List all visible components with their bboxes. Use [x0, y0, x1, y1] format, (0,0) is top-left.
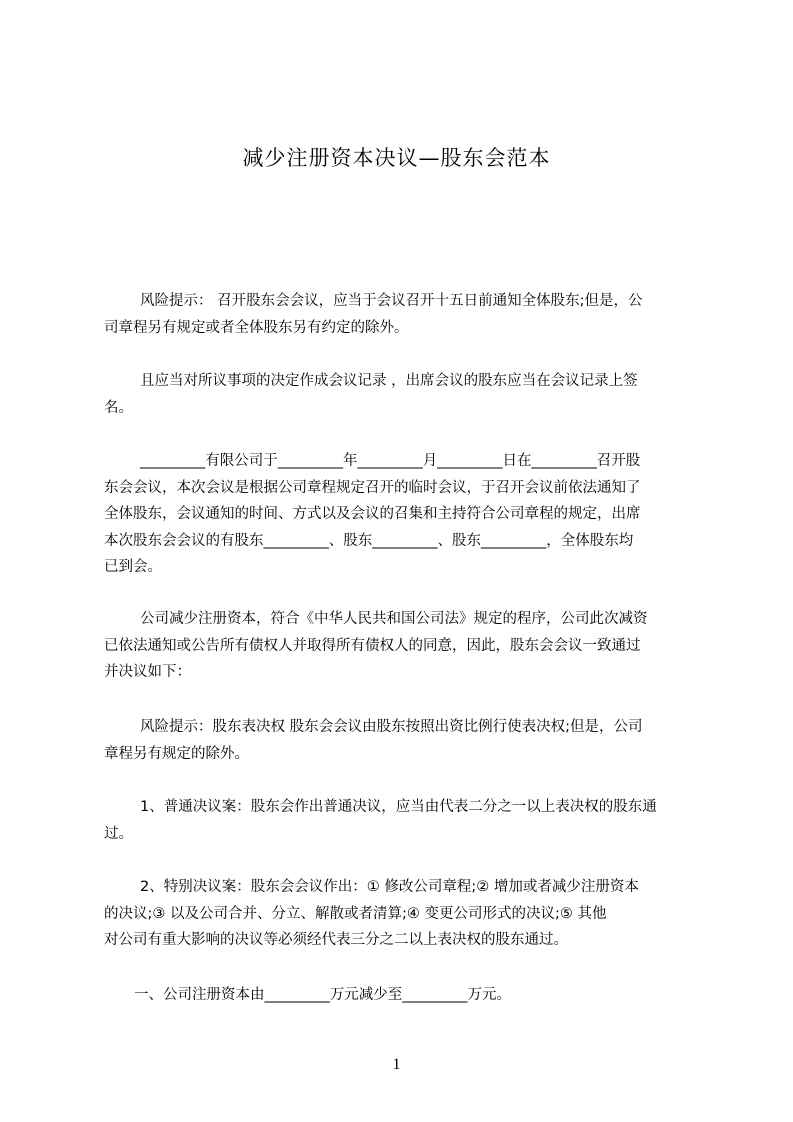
meeting-record-paragraph — [104, 368, 704, 421]
resolution-item-1-paragraph — [104, 982, 704, 1009]
text-line: 一、公司注册资本由_________万元减少至_________万元。 — [134, 987, 511, 1003]
text-line: 已到会。 — [104, 559, 162, 575]
text-line: 名。 — [104, 399, 133, 416]
text-line: 已依法通知或公告所有债权人并取得所有债权人的同意，因此，股东会会议一致通过 — [104, 637, 641, 654]
text-line: 1、普通决议案：股东会作出普通决议，应当由代表二分之一以上表决权的股东通 — [140, 799, 657, 815]
text-line: 全体股东，会议通知的时间、方式以及会议的召集和主持符合公司章程的规定，出席 — [104, 506, 641, 522]
text-line: 2、特别决议案：股东会会议作出：① 修改公司章程;② 增加或者减少注册资本 — [140, 879, 639, 895]
text-line: 并决议如下： — [104, 664, 191, 680]
text-line: _________有限公司于_________年_________月_________日在_________召开股 — [140, 453, 641, 469]
text-line: 公司减少注册资本，符合《中华人民共和国公司法》规定的程序，公司此次减资 — [140, 611, 648, 627]
text-line: 章程另有规定的除外。 — [104, 745, 249, 762]
document-title: 减少注册资本决议—股东会范本 — [242, 146, 551, 170]
ordinary-resolution-paragraph — [104, 794, 704, 847]
capital-reduction-paragraph — [104, 606, 704, 686]
text-line: 东会会议，本次会议是根据公司章程规定召开的临时会议，于召开会议前依法通知了 — [104, 479, 641, 496]
page-number: 1 — [392, 1056, 401, 1073]
text-line: 且应当对所议事项的决定作成会议记录 ，出席会议的股东应当在会议记录上签 — [140, 373, 638, 389]
text-line: 风险提示： 召开股东会会议，应当于会议召开十五日前通知全体股东;但是，公 — [140, 293, 643, 309]
risk-notice-meeting-paragraph — [104, 288, 704, 341]
text-line: 对公司有重大影响的决议等必须经代表三分之二以上表决权的股东通过。 — [104, 932, 568, 948]
text-line: 本次股东会会议的有股东_________、股东_________、股东_________，全体股东均 — [104, 532, 634, 549]
text-line: 过。 — [104, 825, 133, 842]
text-line: 的决议;③ 以及公司合并、分立、解散或者清算;④ 变更公司形式的决议;⑤ 其他 — [104, 905, 607, 922]
special-resolution-paragraph — [104, 874, 704, 954]
text-line: 风险提示：股东表决权 股东会会议由股东按照出资比例行使表决权;但是，公司 — [140, 719, 643, 735]
text-line: 司章程另有规定或者全体股东另有约定的除外。 — [104, 319, 409, 336]
risk-notice-voting-paragraph — [104, 714, 704, 767]
meeting-details-paragraph — [104, 448, 704, 581]
